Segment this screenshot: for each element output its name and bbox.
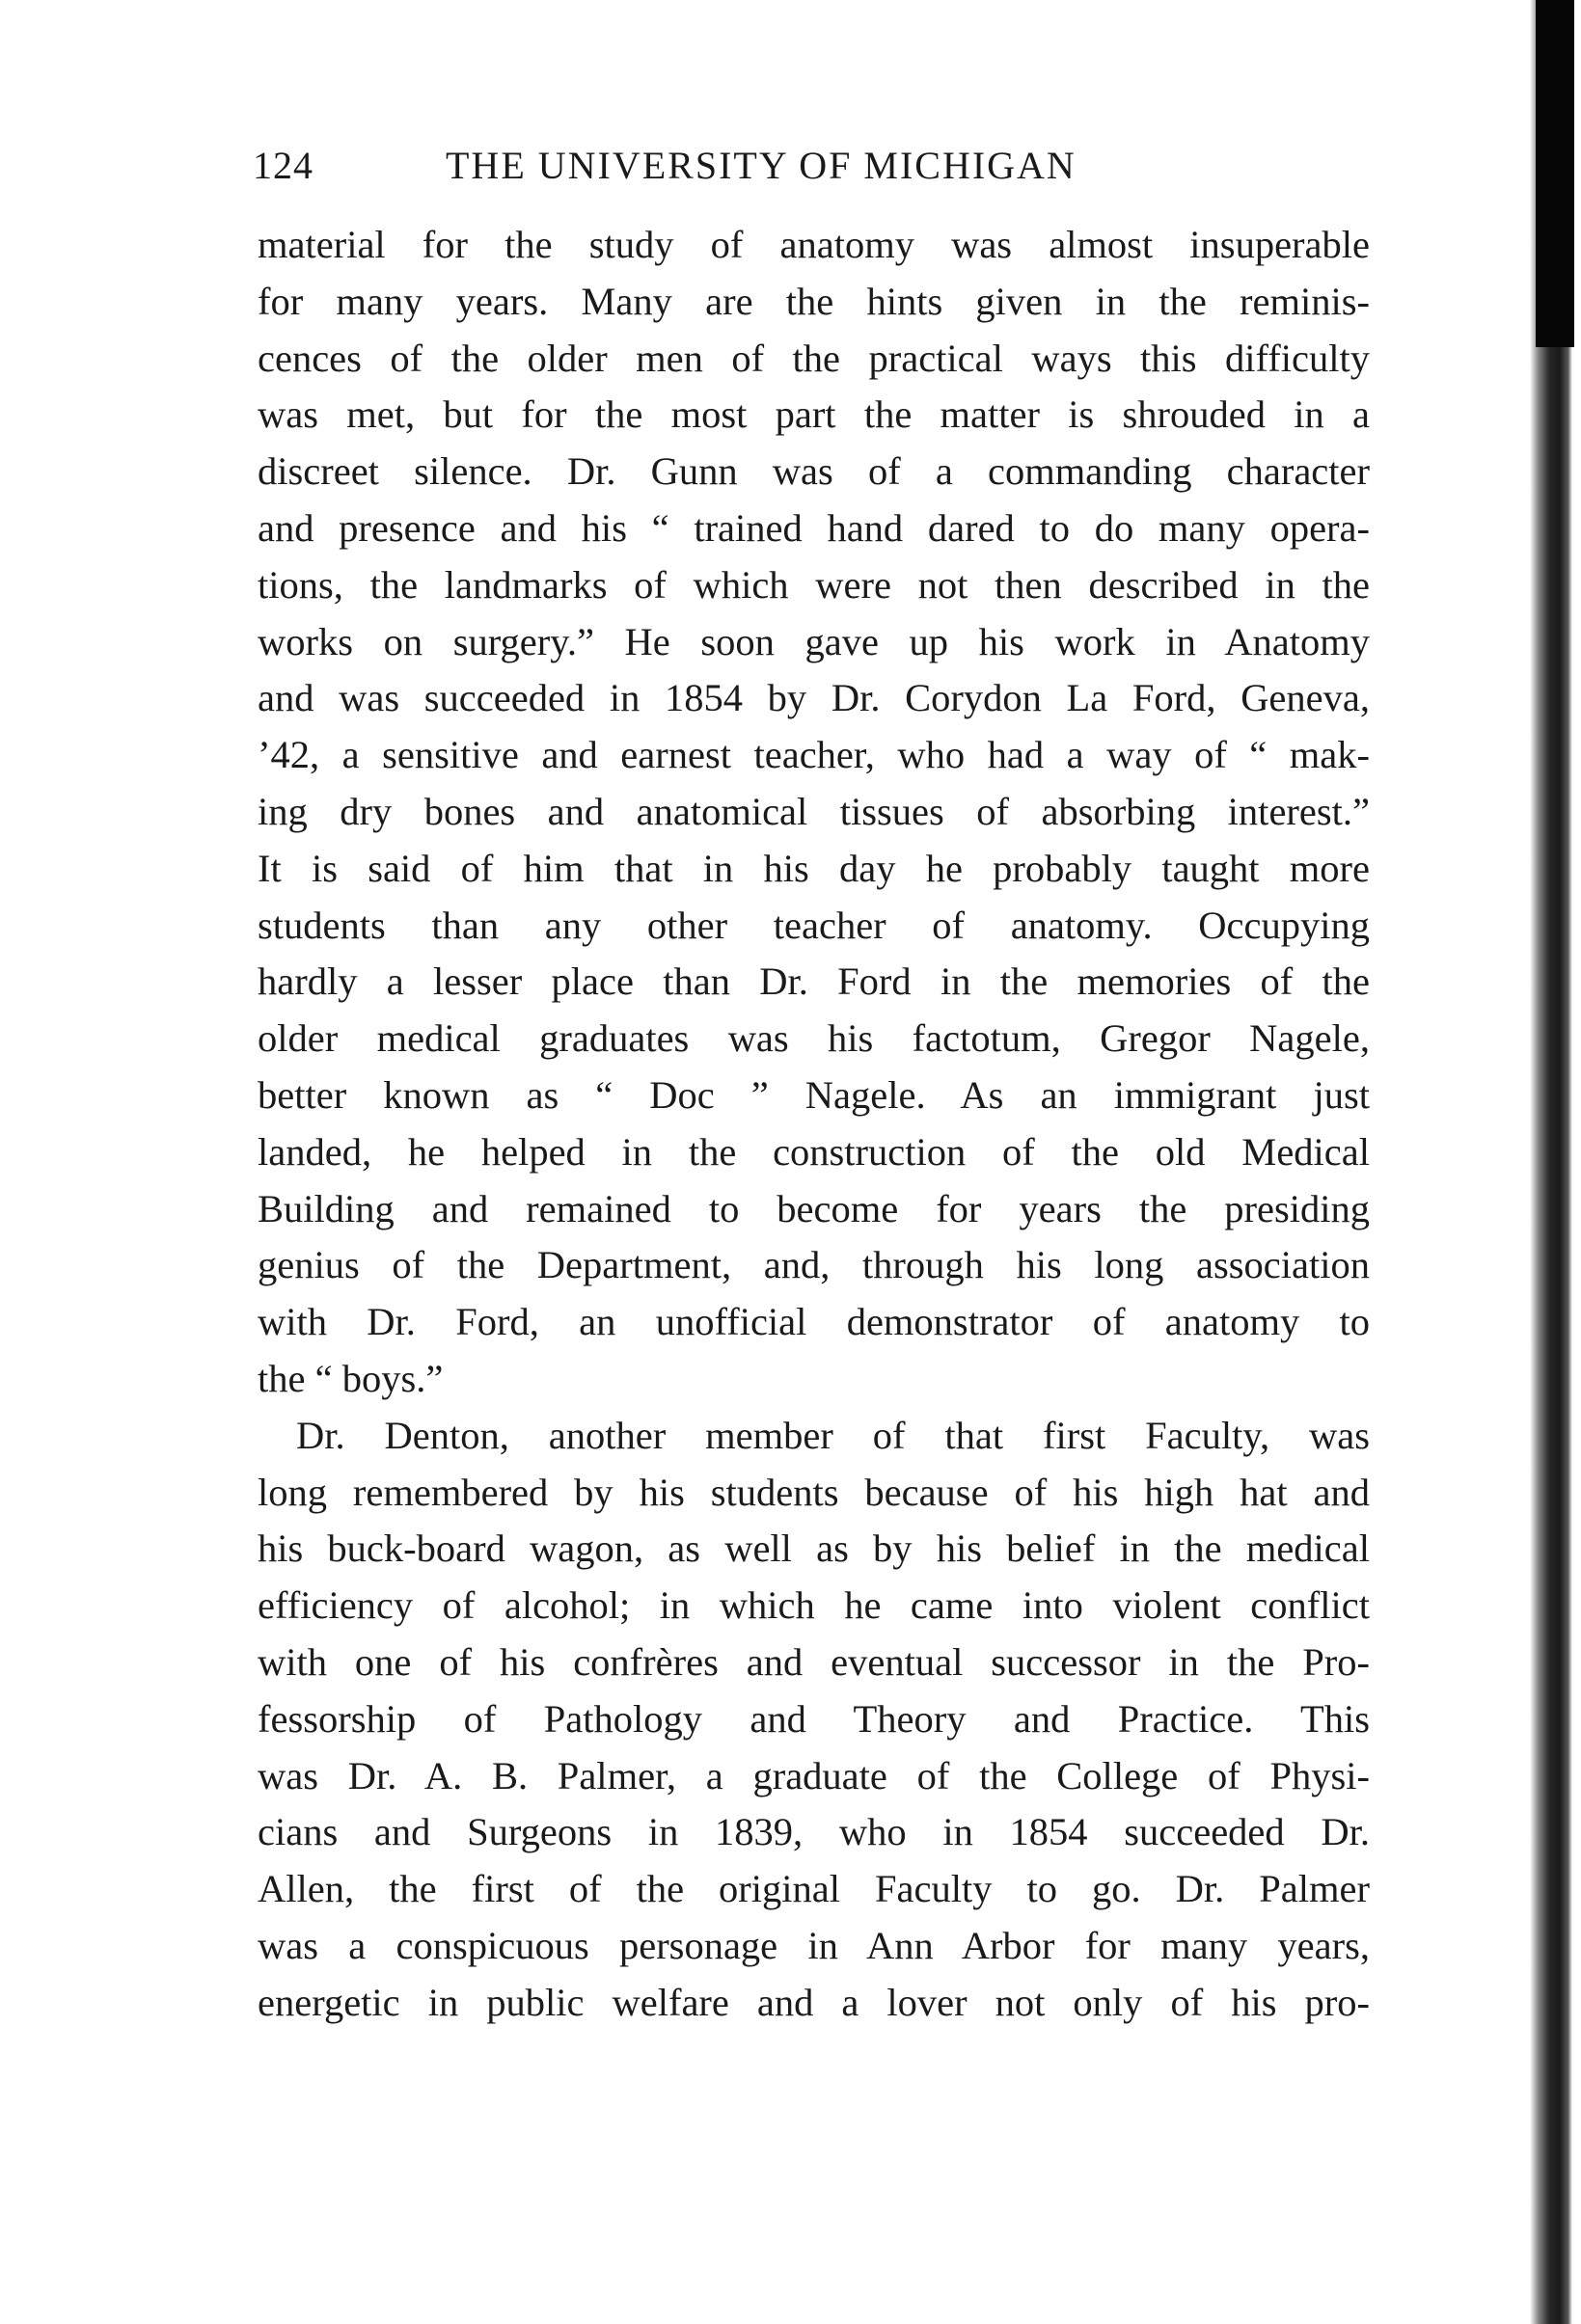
text-line: landed, he helped in the construction of the old Medical [258, 1129, 1370, 1174]
text-line: discreet silence. Dr. Gunn was of a commanding character [258, 449, 1370, 494]
text-line: works on surgery.” He soon gave up his work in Anatomy [258, 619, 1370, 663]
text-line: his buck-board wagon, as well as by his belief in the medical [258, 1527, 1370, 1571]
text-line: efficiency of alcohol; in which he came into violent conflict [258, 1583, 1370, 1628]
text-line: the “ boys.” [258, 1357, 444, 1400]
text-line: students than any other teacher of anatomy. Occupying [258, 903, 1370, 947]
text-line: genius of the Department, and, through his long association [258, 1243, 1370, 1287]
text-line: energetic in public welfare and a lover not only of his pro- [258, 1980, 1370, 2024]
text-line: cians and Surgeons in 1839, who in 1854 succeeded Dr. [258, 1810, 1370, 1854]
text-line: It is said of him that in his day he probably taught more [258, 846, 1370, 890]
book-binding-shadow [1530, 0, 1572, 2324]
text-line: with one of his confrères and eventual successor in the Pro- [258, 1640, 1370, 1684]
text-line: and presence and his “ trained hand dared to do many opera- [258, 506, 1370, 550]
text-line: and was succeeded in 1854 by Dr. Corydon La Ford, Geneva, [258, 676, 1370, 720]
text-line: was Dr. A. B. Palmer, a graduate of the College of Physi- [258, 1753, 1370, 1797]
text-line: better known as “ Doc ” Nagele. As an immigrant just [258, 1073, 1370, 1117]
book-binding-shadow-top [1536, 0, 1574, 347]
text-line: with Dr. Ford, an unofficial demonstrator of anatomy to [258, 1300, 1370, 1344]
text-line: hardly a lesser place than Dr. Ford in the memories of the [258, 959, 1370, 1004]
text-line: cences of the older men of the practical ways this difficulty [258, 336, 1370, 380]
text-line: Dr. Denton, another member of that first Faculty, was [296, 1413, 1370, 1457]
running-head-title: THE UNIVERSITY OF MICHIGAN [446, 144, 1077, 187]
text-line: older medical graduates was his factotum, Gregor Nagele, [258, 1016, 1370, 1061]
text-line: was met, but for the most part the matter is shrouded in a [258, 392, 1370, 437]
text-line: fessorship of Pathology and Theory and Practice. This [258, 1696, 1370, 1741]
text-line: Allen, the first of the original Faculty to go. Dr. Palmer [258, 1867, 1370, 1911]
text-line: Building and remained to become for years the presiding [258, 1186, 1370, 1230]
text-line: long remembered by his students because of his high hat and [258, 1470, 1370, 1514]
page-number: 124 [253, 144, 313, 187]
text-line: ing dry bones and anatomical tissues of absorbing interest.” [258, 790, 1370, 833]
text-line: material for the study of anatomy was almost insuperable [258, 223, 1370, 266]
text-line: ’42, a sensitive and earnest teacher, who had a way of “ mak- [258, 733, 1370, 777]
text-line: for many years. Many are the hints given in the reminis- [258, 279, 1370, 323]
text-line: tions, the landmarks of which were not then described in the [258, 562, 1370, 607]
text-line: was a conspicuous personage in Ann Arbor for many years, [258, 1924, 1370, 1967]
